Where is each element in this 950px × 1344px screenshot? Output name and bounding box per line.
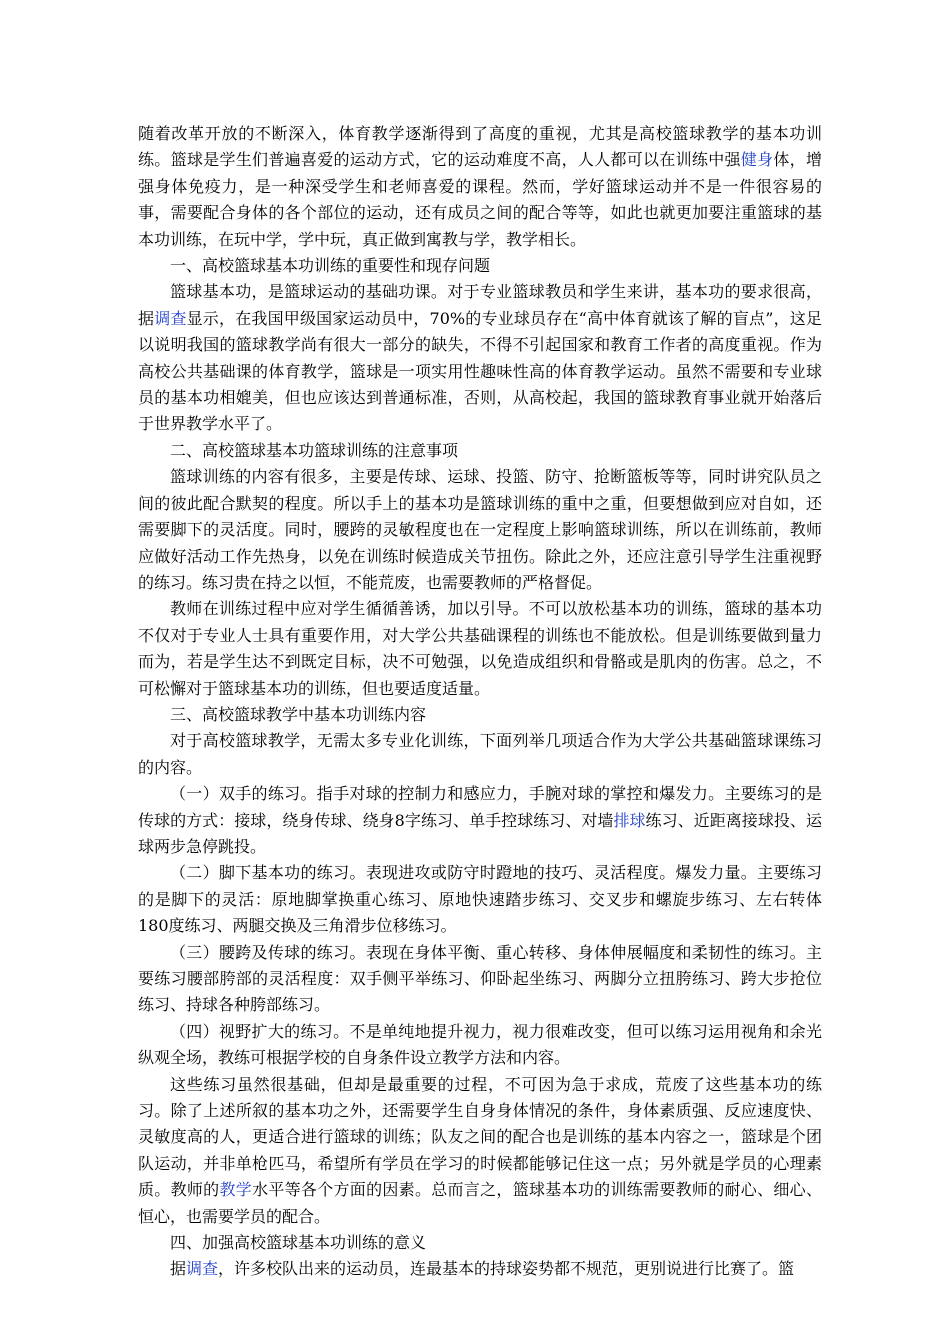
text-run: 对于高校篮球教学，无需太多专业化训练，下面列举几项适合作为大学公共基础篮球课练习的内容。 bbox=[138, 731, 822, 777]
text-run: 一、高校篮球基本功训练的重要性和现存问题 bbox=[170, 256, 491, 276]
text-run: 练习、近距离接球投、运球两步急停跳投。 bbox=[138, 810, 822, 856]
body-paragraph bbox=[138, 728, 822, 781]
body-paragraph bbox=[138, 1072, 822, 1230]
text-run: 篮球训练的内容有很多，主要是传球、运球、投篮、防守、抢断篮板等等，同时讲究队员之间的彼此配合默契的程度。所以手上的基本功是篮球训练的重中之重，但要想做到应对自如，还需要脚下的灵活度。同时，腰跨的灵敏程度也在一定程度上影响篮球训练，所以在训练前，教师应做好活动工作先热身，以免在训练时候造成关节扭伤。除此之外，还应注意引导学生注重视野的练习。练习贵在持之以恒，不能荒废，也需要教师的严格督促。 bbox=[138, 467, 822, 592]
text-run: 据 bbox=[170, 1259, 187, 1279]
text-run: （二）脚下基本功的练习。表现进攻或防守时蹬地的技巧、灵活程度。爆发力量。主要练习的是脚下的灵活：原地脚掌换重心练习、原地快速踏步练习、交叉步和螺旋步练习、左右转体180度练习、两腿交换及三角滑步位移练习。 bbox=[138, 863, 822, 936]
text-run: 显示，在我国甲级国家运动员中，70%的专业球员存在“高中体育就该了解的盲点”，这足以说明我国的篮球教学尚有很大一部分的缺失，不得不引起国家和教育工作者的高度重视。作为高校公共基础课的体育教学，篮球是一项实用性趣味性高的体育教学运动。虽然不需要和专业球员的基本功相媲美，但也应该达到普通标准，否则，从高校起，我国的篮球教育事业就开始落后于世界教学水平了。 bbox=[138, 308, 822, 434]
text-run: ，许多校队出来的运动员，连最基本的持球姿势都不规范，更别说进行比赛了。篮 bbox=[218, 1259, 795, 1279]
section-heading bbox=[138, 438, 822, 464]
text-run: 二、高校篮球基本功篮球训练的注意事项 bbox=[170, 440, 459, 460]
text-run: 水平等各个方面的因素。总而言之，篮球基本功的训练需要教师的耐心、细心、恒心，也需要学员的配合。 bbox=[138, 1180, 822, 1226]
text-run: 随着改革开放的不断深入，体育教学逐渐得到了高度的重视，尤其是高校篮球教学的基本功训练。篮球是学生们普遍喜爱的运动方式，它的运动难度不高，人人都可以在训练中强 bbox=[138, 124, 822, 170]
section-heading bbox=[138, 1230, 822, 1256]
body-paragraph bbox=[138, 940, 822, 1019]
section-heading bbox=[138, 702, 822, 728]
body-paragraph bbox=[138, 1256, 822, 1282]
text-run: 四、加强高校篮球基本功训练的意义 bbox=[170, 1233, 427, 1253]
body-paragraph bbox=[138, 1019, 822, 1072]
text-run: （一）双手的练习。指手对球的控制力和感应力，手腕对球的掌控和爆发力。主要练习的是传球的方式：接球，绕身传球、绕身8字练习、单手控球练习、对墙 bbox=[138, 784, 822, 830]
text-run: 教师在训练过程中应对学生循循善诱，加以引导。不可以放松基本功的训练，篮球的基本功不仅对于专业人士具有重要作用，对大学公共基础课程的训练也不能放松。但是训练要做到量力而为，若是学生达不到既定目标，决不可勉强，以免造成组织和骨骼或是肌肉的伤害。总之，不可松懈对于篮球基本功的训练，但也要适度适量。 bbox=[138, 599, 822, 698]
inline-link[interactable]: 调查 bbox=[186, 1259, 219, 1279]
inline-link[interactable]: 健身 bbox=[740, 150, 774, 170]
text-run: （三）腰跨及传球的练习。表现在身体平衡、重心转移、身体伸展幅度和柔韧性的练习。主要练习腰部胯部的灵活程度：双手侧平举练习、仰卧起坐练习、两脚分立扭胯练习、跨大步抢位练习、持球各种胯部练习。 bbox=[138, 942, 822, 1015]
document-page bbox=[138, 121, 822, 1283]
text-run: 三、高校篮球教学中基本功训练内容 bbox=[170, 704, 427, 724]
body-paragraph bbox=[138, 279, 822, 437]
text-run: （四）视野扩大的练习。不是单纯地提升视力，视力很难改变，但可以练习运用视角和余光纵观全场，教练可根据学校的自身条件设立教学方法和内容。 bbox=[138, 1021, 822, 1068]
text-run: 体，增强身体免疫力，是一种深受学生和老师喜爱的课程。然而，学好篮球运动并不是一件很容易的事，需要配合身体的各个部位的运动，还有成员之间的配合等等，如此也就更加要注重篮球的基本功训练，在玩中学，学中玩，真正做到寓教与学，教学相长。 bbox=[138, 150, 822, 249]
body-paragraph bbox=[138, 121, 822, 253]
inline-link[interactable]: 排球 bbox=[613, 810, 646, 830]
body-paragraph bbox=[138, 860, 822, 939]
body-paragraph bbox=[138, 781, 822, 860]
section-heading bbox=[138, 253, 822, 279]
text-run: 这些练习虽然很基础，但却是最重要的过程，不可因为急于求成，荒废了这些基本功的练习。除了上述所叙的基本功之外，还需要学生自身身体情况的条件，身体素质强、反应速度快、灵敏度高的人，更适合进行篮球的训练；队友之间的配合也是训练的基本内容之一，篮球是个团队运动，并非单枪匹马，希望所有学员在学习的时候都能够记住这一点；另外就是学员的心理素质。教师的 bbox=[138, 1074, 822, 1200]
text-run: 篮球基本功，是篮球运动的基础功课。对于专业篮球教员和学生来讲，基本功的要求很高，据 bbox=[138, 282, 822, 328]
inline-link[interactable]: 调查 bbox=[154, 308, 187, 328]
inline-link[interactable]: 教学 bbox=[219, 1180, 253, 1200]
body-paragraph bbox=[138, 596, 822, 702]
body-paragraph bbox=[138, 464, 822, 596]
